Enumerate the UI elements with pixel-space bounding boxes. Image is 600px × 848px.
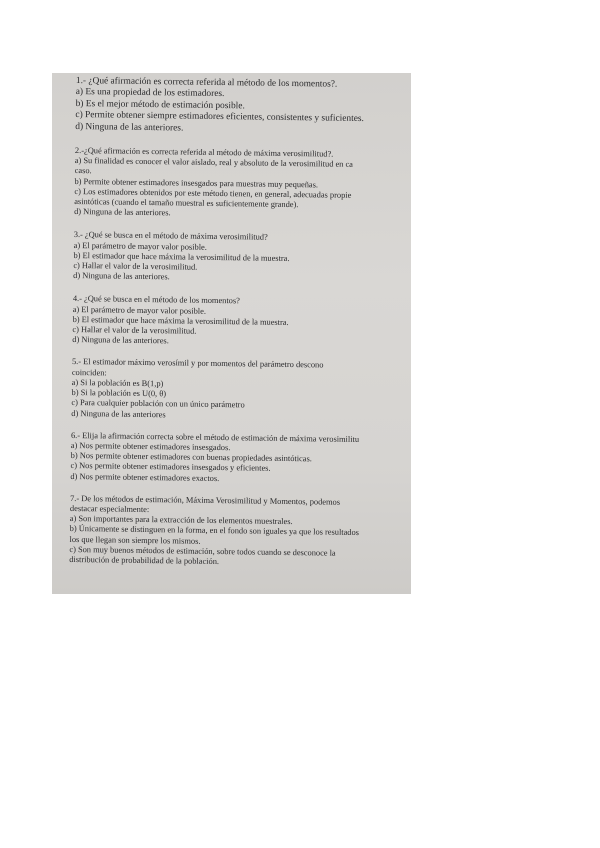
question-5-option-c: c) Para cualquier población con un único parámetro <box>71 398 245 410</box>
question-7 <box>69 494 411 570</box>
question-6-option-b: b) Nos permite obtener estimadores con buenas propiedades asintóticas. <box>70 451 312 464</box>
question-5-option-b: b) Si la población es U(0, θ) <box>71 388 167 399</box>
question-3-option-c: c) Hallar el valor de la verosimilitud. <box>73 261 198 272</box>
question-4-text: 4.- ¿Qué se busca en el método de los momentos? <box>72 294 240 306</box>
question-5-option-a: a) Si la población es B(1,p) <box>71 377 164 389</box>
question-6 <box>70 431 411 487</box>
question-7-option-c-cont: distribución de probabilidad de la población. <box>69 554 220 566</box>
question-1-text: 1.- ¿Qué afirmación es correcta referida al método de los momentos?. <box>75 76 338 90</box>
question-2-option-a: a) Su finalidad es conocer el valor aislado, real y absoluto de la verosimilitud en ca <box>74 156 354 170</box>
question-3 <box>73 230 411 286</box>
question-4 <box>72 294 411 350</box>
question-5 <box>71 357 411 423</box>
question-2-option-c-cont: asintóticas (cuando el tamaño muestral es suficientemente grande). <box>74 197 299 210</box>
question-1 <box>75 76 411 138</box>
question-4-option-d: d) Ninguna de las anteriores. <box>72 335 169 346</box>
question-6-option-a: a) Nos permite obtener estimadores insesgados. <box>70 440 231 453</box>
exam-sheet <box>69 76 411 581</box>
question-2-option-a-cont: caso. <box>74 166 92 176</box>
question-7-option-a: a) Son importantes para la extracción de los elementos muestrales. <box>69 514 293 527</box>
question-5-text: 5.- El estimador máximo verosímil y por momentos del parámetro descono <box>71 357 324 370</box>
question-4-option-c: c) Hallar el valor de la verosimilitud. <box>72 325 197 336</box>
question-1-option-d: d) Ninguna de las anteriores. <box>75 121 184 134</box>
question-4-option-b: b) El estimador que hace máxima la verosimilitud de la muestra. <box>72 314 289 327</box>
question-7-text: 7.- De los métodos de estimación, Máxima Verosimilitud y Momentos, podemos <box>70 493 341 507</box>
question-3-option-b: b) El estimador que hace máxima la verosimilitud de la muestra. <box>73 250 290 263</box>
question-5-option-d: d) Ninguna de las anteriores <box>71 408 166 419</box>
question-2-option-c: c) Los estimadores obtenidos por este método tienen, en general, adecuadas propie <box>74 186 352 200</box>
question-7-option-b: b) Únicamente se distinguen en la forma, en el fondo son iguales ya que los resultados <box>69 524 360 538</box>
question-4-option-a: a) El parámetro de mayor valor posible. <box>72 304 207 316</box>
question-3-option-a: a) El parámetro de mayor valor posible. <box>73 240 207 252</box>
question-2-option-b: b) Permite obtener estimadores insesgados para muestras muy pequeñas. <box>74 176 319 190</box>
question-1-option-a: a) Es una propiedad de los estimadores. <box>75 87 225 100</box>
question-3-text: 3.- ¿Qué se busca en el método de máxima verosimilitud? <box>73 230 268 243</box>
question-1-option-b: b) Es el mejor método de estimación posible. <box>75 98 245 112</box>
question-2 <box>74 146 411 222</box>
question-7-text-cont: destacar especialmente: <box>69 503 150 514</box>
question-3-option-d: d) Ninguna de las anteriores. <box>73 271 170 282</box>
document-photo <box>52 73 411 594</box>
question-1-option-c: c) Permite obtener siempre estimadores eficientes, consistentes y suficientes. <box>75 110 364 125</box>
question-2-option-d: d) Ninguna de las anteriores. <box>74 207 171 218</box>
question-2-text: 2.-¿Qué afirmación es correcta referida al método de máxima verosimilitud?. <box>74 146 334 159</box>
question-7-option-c: c) Son muy buenos métodos de estimación, sobre todos cuando se desconoce la <box>69 544 336 558</box>
question-6-text: 6.- Elija la afirmación correcta sobre el método de estimación de máxima verosimilitu <box>70 430 360 444</box>
question-7-option-b-cont: los que llegan son siempre los mismos. <box>69 534 201 546</box>
question-6-option-d: d) Nos permite obtener estimadores exactos. <box>70 471 220 483</box>
question-5-text-cont: coinciden: <box>71 367 107 378</box>
question-6-option-c: c) Nos permite obtener estimadores insesgados y eficientes. <box>70 461 271 474</box>
